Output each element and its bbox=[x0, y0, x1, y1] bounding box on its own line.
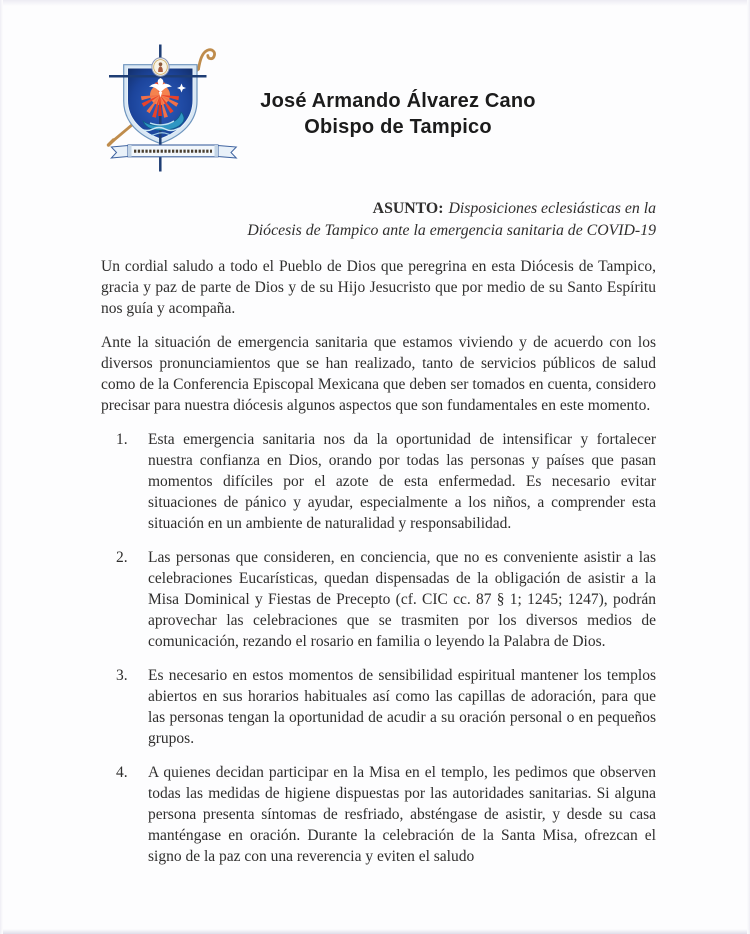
list-item-number: 4. bbox=[116, 764, 128, 781]
subject-label: ASUNTO: bbox=[372, 200, 444, 217]
list-item bbox=[101, 665, 656, 749]
list-item-number: 2. bbox=[116, 549, 128, 566]
motto-ribbon-icon bbox=[111, 145, 236, 158]
medallion-icon bbox=[152, 58, 169, 76]
list-item-number: 1. bbox=[116, 431, 128, 448]
letter-body bbox=[101, 198, 656, 880]
paragraph-intro: Ante la situación de emergencia sanitaria que estamos viviendo y de acuerdo con los diversos pronunciamientos que se han realizado, tanto de servicios públicos de salud como de la Conferencia Episcopal Mexicana que deben ser tomados en cuenta, considero precisar para nuestra diócesis algunos aspectos que son fundamentales en este momento. bbox=[101, 334, 656, 414]
list-item-number: 3. bbox=[116, 667, 128, 684]
paragraph-greeting: Un cordial saludo a todo el Pueblo de Dios que peregrina en esta Diócesis de Tampico, gracia y paz de parte de Dios y de su Hijo Jesucristo que por medio de su Santo Espíritu nos guía y acompaña. bbox=[101, 258, 656, 317]
scan-edge-bottom bbox=[0, 929, 750, 934]
subject-line-1 bbox=[101, 198, 656, 220]
bishop-title: Obispo de Tampico bbox=[304, 116, 492, 138]
list-item bbox=[101, 762, 656, 867]
list-item bbox=[101, 547, 656, 652]
list-item-text: Las personas que consideren, en conciencia, que no es conveniente asistir a las celebraciones Eucarísticas, quedan dispensadas de la obligación de asistir a la Misa Dominical y Fiestas de Precepto (cf. CIC cc. 87 § 1; 1245; 1247), podrán aprovechar las celebraciones que se trasmiten por los diversos medios de comunicación, rezando el rosario en familia o leyendo la Palabra de Dios. bbox=[148, 549, 656, 650]
subject-block bbox=[101, 198, 656, 242]
bishop-name: José Armando Álvarez Cano bbox=[260, 90, 536, 112]
subject-line-2: Diócesis de Tampico ante la emergencia sanitaria de COVID-19 bbox=[247, 222, 656, 239]
list-item-text: Esta emergencia sanitaria nos da la oportunidad de intensificar y fortalecer nuestra confianza en Dios, orando por todas las personas y países que pasan momentos difíciles por el azote de esta enfermedad. Es necesario evitar situaciones de pánico y ayudar, especialmente a los niños, a comprender esta situación en un ambiente de naturalidad y responsabilidad. bbox=[148, 431, 656, 532]
list-item-text: A quienes decidan participar en la Misa en el templo, les pedimos que observen todas las medidas de higiene dispuestas por las autoridades sanitarias. Si alguna persona presenta síntomas de resfriado, absténgase de asistir, y desde su casa manténgase en oración. Durante la celebración de la Santa Misa, ofrezcan el signo de la paz con una reverencia y eviten el saludo bbox=[148, 764, 656, 865]
letterhead bbox=[228, 88, 568, 140]
list-item-text: Es necesario en estos momentos de sensibilidad espiritual mantener los templos abiertos en sus horarios habituales así como las capillas de adoración, para que las personas tengan la oportunidad de acudir a su oración personal o en pequeños grupos. bbox=[148, 667, 656, 747]
diocese-coat-of-arms bbox=[103, 33, 243, 175]
list-item bbox=[101, 429, 656, 534]
scan-edge-left bbox=[0, 0, 3, 934]
subject-text: Disposiciones eclesiásticas en la bbox=[448, 200, 656, 217]
scan-edge-top bbox=[0, 0, 750, 6]
